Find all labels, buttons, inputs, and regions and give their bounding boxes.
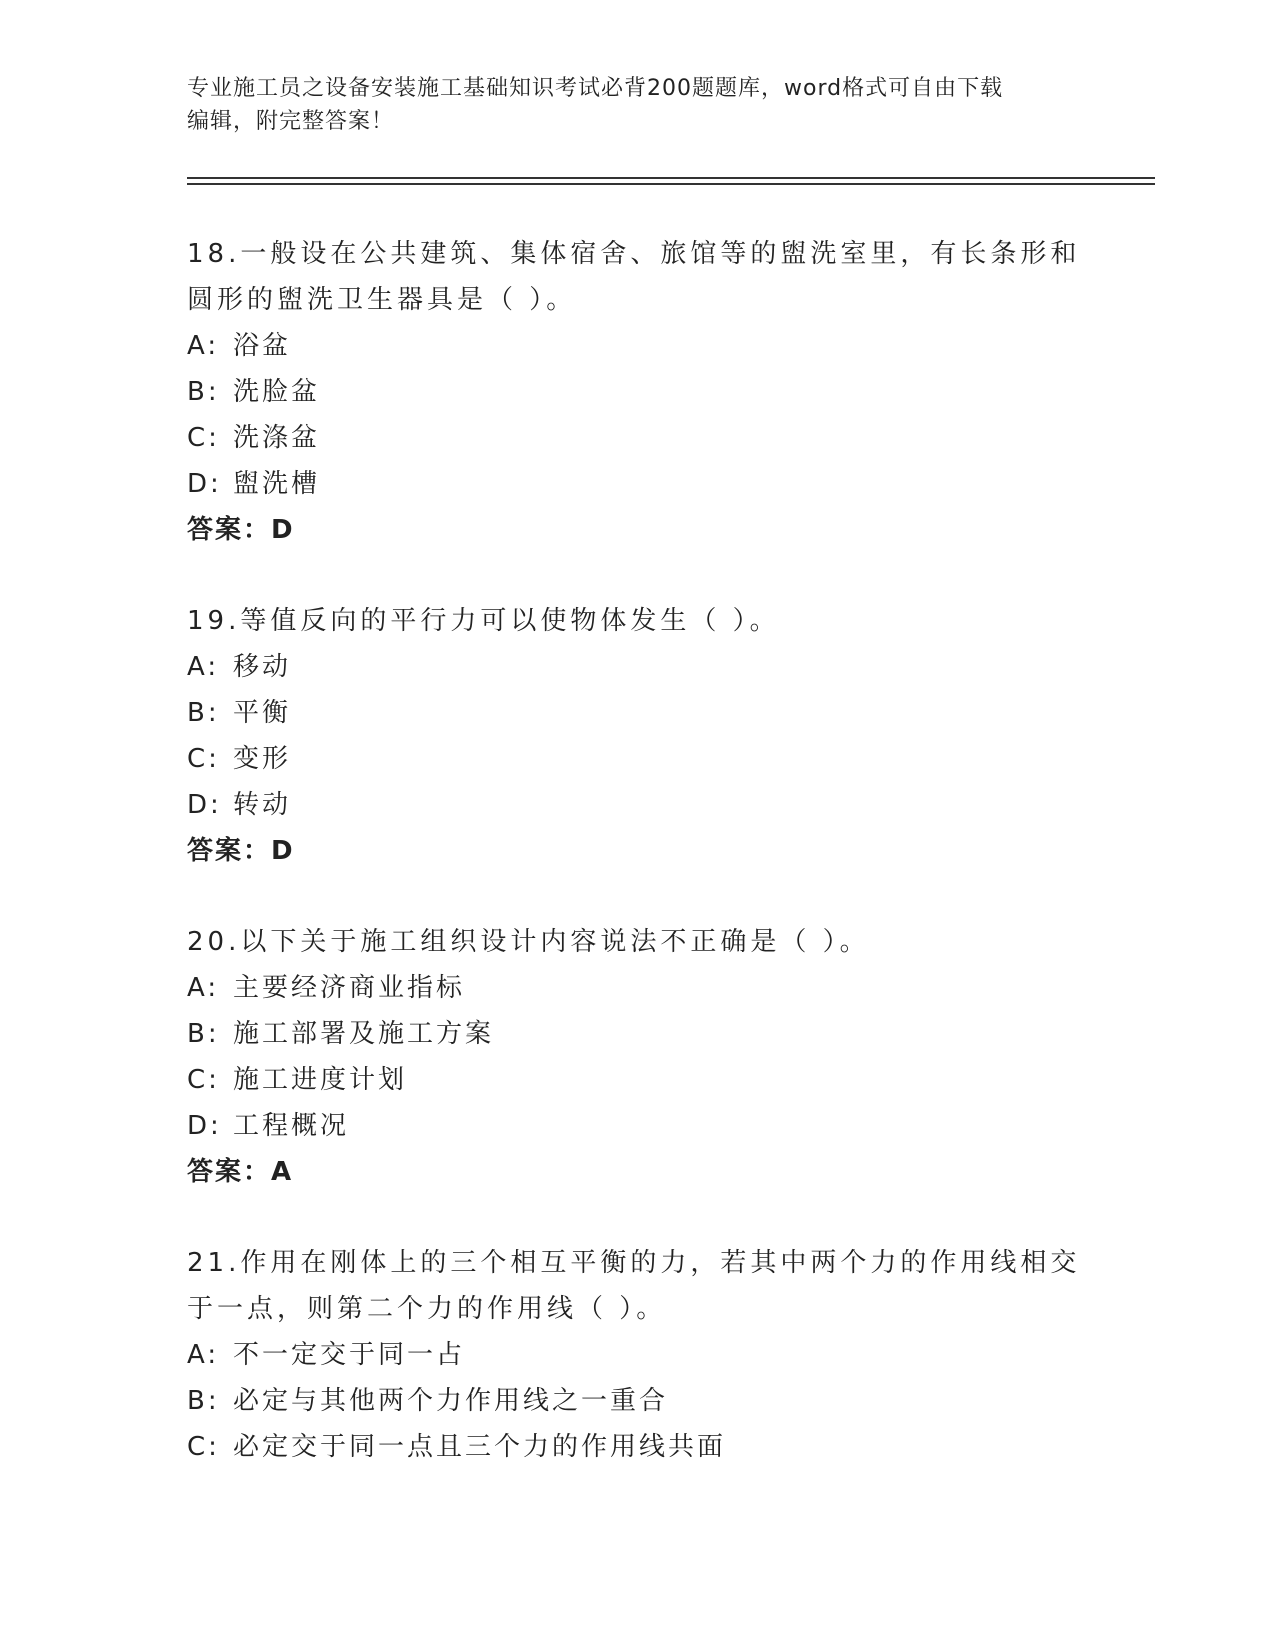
option-b — [187, 1011, 1087, 1057]
option-a — [187, 323, 1087, 369]
document-header — [187, 72, 1067, 138]
option-text: 洗脸盆 — [233, 377, 321, 407]
option-letter: A: — [187, 331, 220, 361]
option-letter: C: — [187, 423, 220, 453]
option-letter: A: — [187, 652, 220, 682]
question-stem: 18.一般设在公共建筑、集体宿舍、旅馆等的盥洗室里，有长条形和圆形的盥洗卫生器具是（ ）。 — [187, 239, 1081, 315]
option-a — [187, 644, 1087, 690]
option-letter: B: — [187, 1386, 220, 1416]
header-line-1: 专业施工员之设备安装施工基础知识考试必背200题题库，word格式可自由下载 — [187, 76, 1004, 101]
option-text: 洗涤盆 — [233, 423, 321, 453]
option-text: 不一定交于同一占 — [233, 1340, 466, 1370]
option-text: 变形 — [233, 744, 292, 774]
header-divider-bottom — [187, 183, 1155, 185]
option-letter: B: — [187, 1019, 220, 1049]
option-letter: D: — [187, 790, 222, 820]
option-text: 必定交于同一点且三个力的作用线共面 — [233, 1432, 727, 1462]
option-text: 主要经济商业指标 — [233, 973, 466, 1003]
option-letter: D: — [187, 469, 222, 499]
option-text: 移动 — [233, 652, 292, 682]
option-text: 盥洗槽 — [233, 469, 321, 499]
option-d — [187, 1103, 1087, 1149]
option-letter: B: — [187, 377, 220, 407]
question-stem: 19.等值反向的平行力可以使物体发生（ ）。 — [187, 606, 780, 636]
option-d — [187, 461, 1087, 507]
question-21 — [187, 1240, 1087, 1470]
answer-prefix: 答案： — [187, 515, 272, 545]
option-letter: A: — [187, 1340, 220, 1370]
header-line-2: 编辑，附完整答案！ — [187, 109, 395, 134]
option-text: 浴盆 — [233, 331, 292, 361]
option-c — [187, 1424, 1087, 1470]
answer-value: A — [271, 1157, 294, 1187]
answer-prefix: 答案： — [187, 1157, 272, 1187]
option-c — [187, 1057, 1087, 1103]
answer-line — [187, 828, 1087, 874]
option-text: 转动 — [233, 790, 292, 820]
option-text: 平衡 — [233, 698, 292, 728]
option-d — [187, 782, 1087, 828]
option-b — [187, 369, 1087, 415]
question-stem: 20.以下关于施工组织设计内容说法不正确是（ ）。 — [187, 927, 870, 957]
option-c — [187, 736, 1087, 782]
option-letter: C: — [187, 1065, 220, 1095]
answer-value: D — [271, 515, 295, 545]
answer-line — [187, 1149, 1087, 1195]
option-a — [187, 965, 1087, 1011]
option-text: 施工进度计划 — [233, 1065, 408, 1095]
option-text: 必定与其他两个力作用线之一重合 — [233, 1386, 669, 1416]
question-list — [187, 231, 1087, 1515]
question-stem: 21.作用在刚体上的三个相互平衡的力，若其中两个力的作用线相交于一点，则第二个力的作用线（ ）。 — [187, 1248, 1081, 1324]
answer-value: D — [271, 836, 295, 866]
question-20 — [187, 919, 1087, 1195]
option-text: 工程概况 — [233, 1111, 350, 1141]
answer-prefix: 答案： — [187, 836, 272, 866]
answer-line — [187, 507, 1087, 553]
option-letter: B: — [187, 698, 220, 728]
option-c — [187, 415, 1087, 461]
question-19 — [187, 598, 1087, 874]
header-divider-top — [187, 177, 1155, 179]
question-18 — [187, 231, 1087, 553]
option-letter: C: — [187, 744, 220, 774]
option-letter: A: — [187, 973, 220, 1003]
option-letter: D: — [187, 1111, 222, 1141]
option-b — [187, 690, 1087, 736]
option-letter: C: — [187, 1432, 220, 1462]
option-text: 施工部署及施工方案 — [233, 1019, 495, 1049]
option-a — [187, 1332, 1087, 1378]
option-b — [187, 1378, 1087, 1424]
